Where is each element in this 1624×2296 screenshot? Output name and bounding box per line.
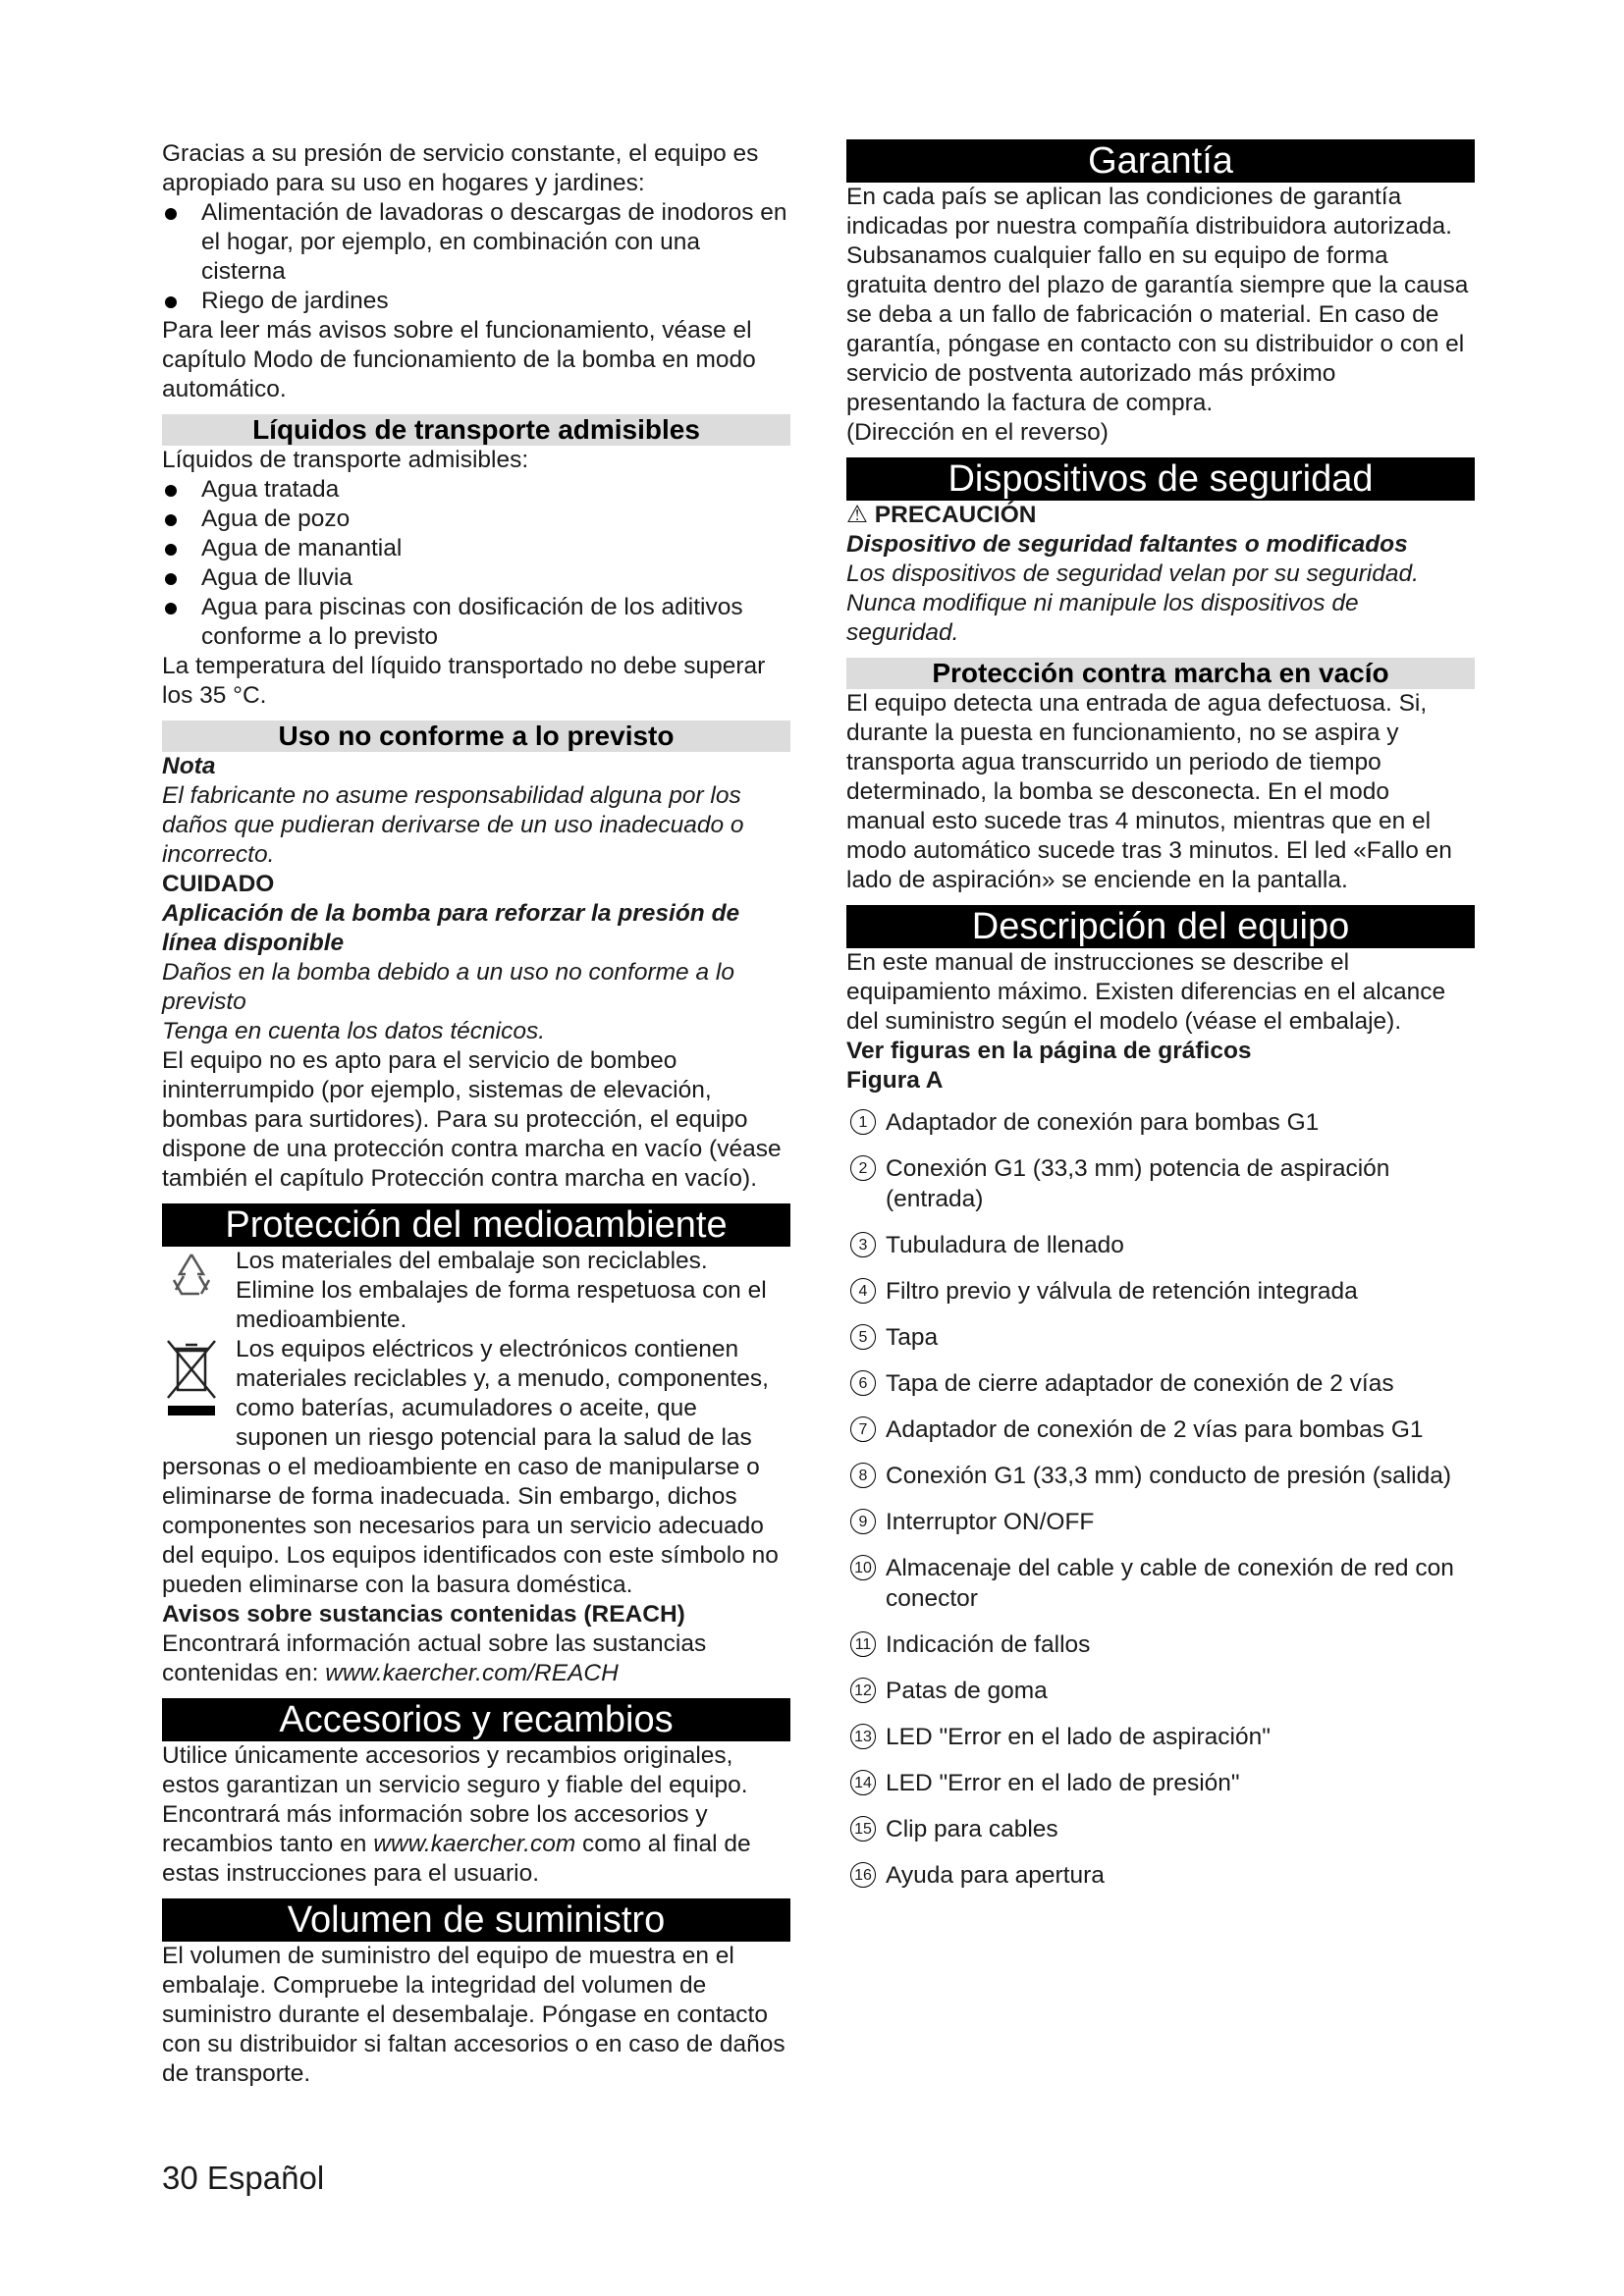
dry-run-text: El equipo detecta una entrada de agua defectuosa. Si, durante la puesta en funcionamiento, no se aspira y transporta agua transcurrido un periodo de tiempo determinado, la bomba se desconecta. En el modo manual esto sucede tras 4 minutos, mientras que en el modo automático sucede tras 3 minutos. El led «Fallo en lado de aspiración» se enciende en la pantalla. bbox=[846, 690, 1452, 893]
list-item: Agua de lluvia bbox=[162, 563, 790, 593]
liquids-lead: Líquidos de transporte admisibles: bbox=[162, 447, 529, 473]
list-item: Agua de manantial bbox=[162, 534, 790, 563]
part-number-badge: 11 bbox=[850, 1631, 876, 1657]
part-label: Conexión G1 (33,3 mm) potencia de aspiración (entrada) bbox=[886, 1155, 1390, 1212]
scope-text: El volumen de suministro del equipo de muestra en el embalaje. Compruebe la integridad del volumen de suministro durante el desembalaje. Póngase en contacto con su distribuidor si faltan accesorios o en caso de daños de transporte. bbox=[162, 1943, 785, 2087]
list-item bbox=[846, 1153, 1475, 1214]
cuidado-label: CUIDADO bbox=[162, 871, 275, 897]
part-number-badge: 2 bbox=[850, 1155, 876, 1181]
list-item bbox=[846, 1553, 1475, 1614]
list-item bbox=[846, 1814, 1475, 1844]
list-item bbox=[846, 1415, 1475, 1445]
list-item: Agua de pozo bbox=[162, 505, 790, 534]
part-label: Adaptador de conexión de 2 vías para bombas G1 bbox=[886, 1416, 1424, 1443]
list-item bbox=[846, 1276, 1475, 1307]
crossed-bin-icon bbox=[162, 1335, 236, 1453]
part-label: Conexión G1 (33,3 mm) conducto de presión (salida) bbox=[886, 1463, 1452, 1489]
weee-text: Los equipos eléctricos y electrónicos contienen materiales reciclables y, a menudo, componentes, como baterías, acumuladores o aceite, que suponen un riesgo potencial para la salud de las bbox=[236, 1336, 769, 1451]
list-item: Agua para piscinas con dosificación de los aditivos conforme a lo previsto bbox=[162, 593, 790, 652]
list-item: Agua tratada bbox=[162, 475, 790, 505]
section-heading-environment: Protección del medioambiente bbox=[162, 1203, 790, 1247]
warning-icon: ⚠ bbox=[846, 502, 868, 528]
part-label: Clip para cables bbox=[886, 1816, 1058, 1842]
part-label: Almacenaje del cable y cable de conexión de red con conector bbox=[886, 1555, 1454, 1612]
section-heading-warranty: Garantía bbox=[846, 139, 1475, 183]
part-label: Indicación de fallos bbox=[886, 1631, 1091, 1658]
list-item bbox=[846, 1507, 1475, 1537]
section-heading-safety: Dispositivos de seguridad bbox=[846, 457, 1475, 501]
part-label: Interruptor ON/OFF bbox=[886, 1509, 1095, 1535]
misuse-body: El equipo no es apto para el servicio de bombeo ininterrumpido (por ejemplo, sistemas de elevación, bombas para surtidores). Para su protección, el equipo dispone de una protección contra marcha en vacío (véase también el capítulo Protección contra marcha en vacío). bbox=[162, 1047, 782, 1192]
reach-title: Avisos sobre sustancias contenidas (REACH) bbox=[162, 1601, 685, 1628]
part-number-badge: 14 bbox=[850, 1770, 876, 1795]
section-heading-liquids: Líquidos de transporte admisibles bbox=[162, 414, 790, 446]
page-footer bbox=[162, 2160, 324, 2197]
reach-text: Encontrará información actual sobre las sustancias contenidas en: bbox=[162, 1630, 707, 1686]
accessories-text: Utilice únicamente accesorios y recambios originales, estos garantizan un servicio seguro y fiable del equipo. Encontrará más información sobre los accesorios y recambios tanto en bbox=[162, 1742, 748, 1857]
section-heading-misuse: Uso no conforme a lo previsto bbox=[162, 721, 790, 752]
list-item bbox=[846, 1107, 1475, 1138]
list-item: Riego de jardines bbox=[162, 287, 790, 316]
warning-title: Dispositivo de seguridad faltantes o modificados bbox=[846, 531, 1408, 558]
list-item bbox=[846, 1322, 1475, 1353]
warning-label: PRECAUCIÓN bbox=[874, 502, 1037, 528]
warranty-text: En cada país se aplican las condiciones de garantía indicadas por nuestra compañía distribuidora autorizada. Subsanamos cualquier fallo en su equipo de forma gratuita dentro del plazo de garantía siempre que la causa se deba a un fallo de fabricación o material. En caso de garantía, póngase en contacto con su distribuidor o con el servicio de postventa autorizado más próximo presentando la factura de compra. bbox=[846, 184, 1469, 416]
part-number-badge: 8 bbox=[850, 1463, 876, 1488]
part-number-badge: 15 bbox=[850, 1816, 876, 1842]
list-item bbox=[846, 1722, 1475, 1752]
recycle-text: Los materiales del embalaje son reciclables. Elimine los embalajes de forma respetuosa con el medioambiente. bbox=[236, 1248, 767, 1333]
part-number-badge: 9 bbox=[850, 1509, 876, 1534]
intro-followup-paragraph: Para leer más avisos sobre el funcionamiento, véase el capítulo Modo de funcionamiento de la bomba en modo automático. bbox=[162, 317, 756, 402]
part-label: Patas de goma bbox=[886, 1678, 1048, 1704]
part-number-badge: 1 bbox=[850, 1109, 876, 1135]
part-label: Filtro previo y válvula de retención integrada bbox=[886, 1278, 1358, 1305]
intro-paragraph: Gracias a su presión de servicio constante, el equipo es apropiado para su uso en hogares y jardines: bbox=[162, 140, 759, 196]
part-label: LED "Error en el lado de presión" bbox=[886, 1770, 1240, 1796]
kaercher-link[interactable]: www.kaercher.com bbox=[373, 1831, 576, 1857]
part-number-badge: 16 bbox=[850, 1862, 876, 1888]
warranty-address: (Dirección en el reverso) bbox=[846, 419, 1109, 446]
nota-label: Nota bbox=[162, 753, 216, 779]
part-label: Adaptador de conexión para bombas G1 bbox=[886, 1109, 1320, 1136]
description-text: En este manual de instrucciones se describe el equipamiento máximo. Existen diferencias en el alcance del suministro según el modelo (véase el embalaje). bbox=[846, 949, 1446, 1035]
part-number-badge: 5 bbox=[850, 1324, 876, 1350]
parts-list bbox=[846, 1107, 1475, 1891]
cuidado-text: Daños en la bomba debido a un uso no conforme a lo previsto bbox=[162, 959, 734, 1015]
part-label: Tapa de cierre adaptador de conexión de 2 vías bbox=[886, 1370, 1394, 1397]
cuidado-title: Aplicación de la bomba para reforzar la presión de línea disponible bbox=[162, 900, 740, 956]
footer-language: Español bbox=[206, 2160, 325, 2196]
weee-row bbox=[162, 1335, 790, 1453]
nota-text: El fabricante no asume responsabilidad alguna por los daños que pudieran derivarse de un uso inadecuado o incorrecto. bbox=[162, 782, 744, 868]
recycle-icon bbox=[162, 1247, 236, 1335]
right-column bbox=[846, 139, 1475, 1906]
reach-paragraph bbox=[162, 1629, 790, 1688]
list-item bbox=[846, 1676, 1475, 1706]
accessories-text-end: como al final de estas instrucciones para el usuario. bbox=[162, 1831, 751, 1887]
list-item: Alimentación de lavadoras o descargas de inodoros en el hogar, por ejemplo, en combinación con una cisterna bbox=[162, 198, 790, 287]
part-number-badge: 10 bbox=[850, 1555, 876, 1580]
part-number-badge: 4 bbox=[850, 1278, 876, 1304]
weee-text-continued: personas o el medioambiente en caso de manipularse o eliminarse de forma inadecuada. Sin embargo, dichos componentes son necesarios para un servicio adecuado del equipo. Los equipos identificados con este símbolo no pueden eliminarse con la basura doméstica. bbox=[162, 1454, 779, 1598]
left-column bbox=[162, 139, 790, 2089]
intro-bullet-list bbox=[162, 198, 790, 316]
part-label: LED "Error en el lado de aspiración" bbox=[886, 1724, 1271, 1750]
cuidado-instruction: Tenga en cuenta los datos técnicos. bbox=[162, 1018, 546, 1044]
figures-reference: Ver figuras en la página de gráficos bbox=[846, 1038, 1252, 1064]
section-heading-scope: Volumen de suministro bbox=[162, 1898, 790, 1942]
recycle-row bbox=[162, 1247, 790, 1335]
accessories-paragraph bbox=[162, 1741, 790, 1889]
section-heading-accessories: Accesorios y recambios bbox=[162, 1698, 790, 1741]
list-item bbox=[846, 1461, 1475, 1491]
list-item bbox=[846, 1230, 1475, 1260]
section-heading-description: Descripción del equipo bbox=[846, 905, 1475, 948]
list-item bbox=[846, 1368, 1475, 1399]
section-heading-dry-run: Protección contra marcha en vacío bbox=[846, 658, 1475, 689]
part-label: Ayuda para apertura bbox=[886, 1862, 1105, 1889]
list-item bbox=[846, 1768, 1475, 1798]
list-item bbox=[846, 1860, 1475, 1891]
liquids-list bbox=[162, 475, 790, 652]
liquids-temperature-note: La temperatura del líquido transportado no debe superar los 35 °C. bbox=[162, 653, 766, 709]
part-label: Tapa bbox=[886, 1324, 939, 1351]
part-label: Tubuladura de llenado bbox=[886, 1232, 1124, 1258]
list-item bbox=[846, 1629, 1475, 1660]
warning-text: Los dispositivos de seguridad velan por su seguridad. Nunca modifique ni manipule los dispositivos de seguridad. bbox=[846, 561, 1419, 646]
part-number-badge: 7 bbox=[850, 1416, 876, 1442]
warning-line bbox=[846, 501, 1475, 530]
page-number: 30 bbox=[162, 2160, 198, 2196]
part-number-badge: 13 bbox=[850, 1724, 876, 1749]
reach-link[interactable]: www.kaercher.com/REACH bbox=[325, 1660, 619, 1686]
part-number-badge: 3 bbox=[850, 1232, 876, 1257]
part-number-badge: 12 bbox=[850, 1678, 876, 1703]
figure-label: Figura A bbox=[846, 1067, 944, 1094]
part-number-badge: 6 bbox=[850, 1370, 876, 1396]
